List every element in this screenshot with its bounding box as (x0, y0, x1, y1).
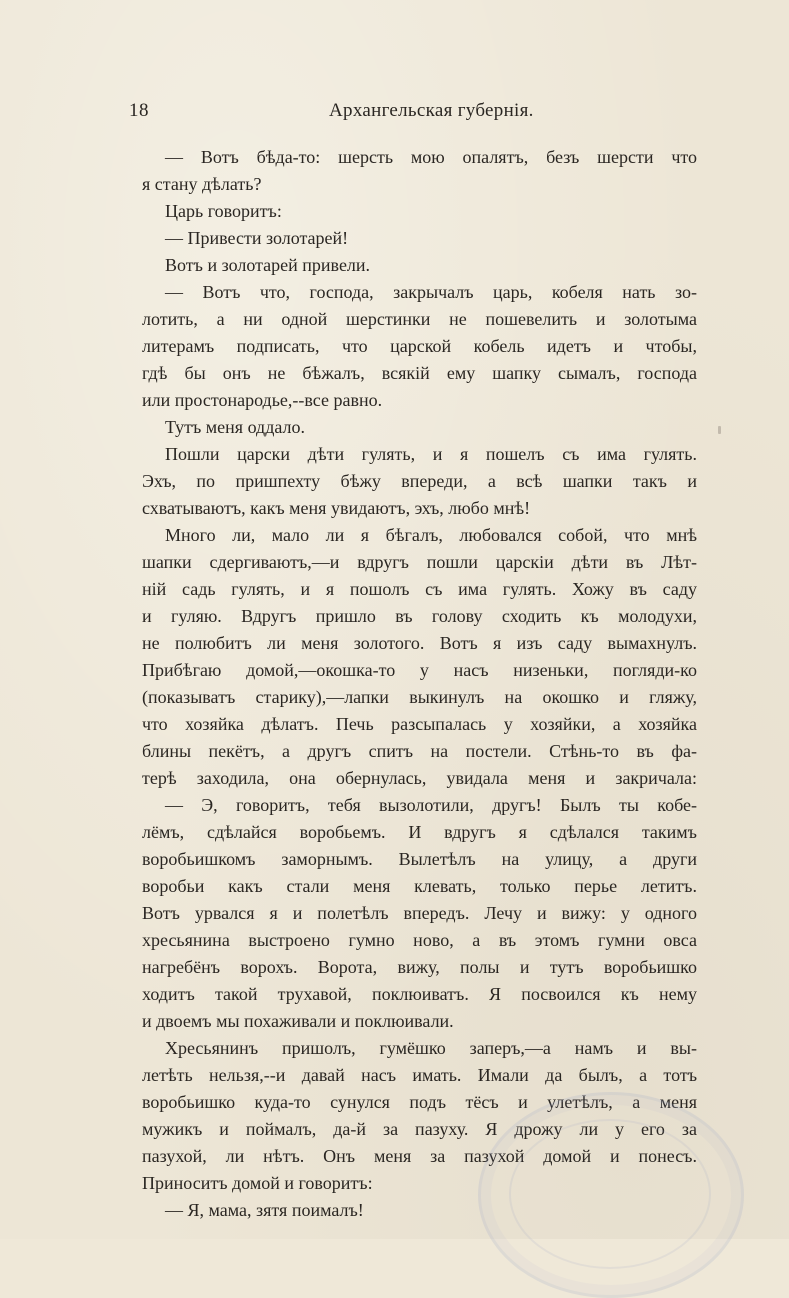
text-line: шапки сдергиваютъ,—и вдругъ пошли царскіи дѣти въ Лѣт- (142, 552, 697, 572)
text-line: терѣ заходила, она обернулась, увидала меня и закричала: (142, 768, 697, 788)
text-line: — Вотъ бѣда-то: шерсть мою опалятъ, безъ шерсти что (165, 147, 697, 167)
text-line: Вотъ и золотарей привели. (165, 255, 371, 275)
text-line: — Я, мама, зятя поималъ! (165, 1200, 364, 1220)
text-line: Вотъ урвался я и полетѣлъ впередъ. Лечу и вижу: у одного (142, 903, 697, 923)
text-line: воробьи какъ стали меня клевать, только перье летитъ. (142, 876, 697, 896)
text-line: воробьишко куда-то сунулся подъ тёсъ и улетѣлъ, а меня (142, 1092, 697, 1112)
text-line: ходитъ такой трухавой, поклюиватъ. Я посвоился къ нему (142, 984, 697, 1004)
library-stamp (478, 1092, 744, 1298)
text-line: литерамъ подписать, что царской кобель идетъ и чтобы, (142, 336, 697, 356)
text-line: воробьишкомъ заморнымъ. Вылетѣлъ на улицу, а други (142, 849, 697, 869)
page-number: 18 (129, 100, 149, 121)
text-line: ній садь гулять, и я пошолъ съ има гулять. Хожу въ саду (142, 579, 697, 599)
text-line: (показыватъ старику),—лапки выкинулъ на окошко и гляжу, (142, 687, 697, 707)
body-text (142, 144, 697, 1224)
text-line: я стану дѣлать? (142, 174, 262, 194)
text-line: гдѣ бы онъ не бѣжалъ, всякій ему шапку сымалъ, господа (142, 363, 697, 383)
text-line: и двоемъ мы похаживали и поклюивали. (142, 1011, 454, 1031)
text-line: схватываютъ, какъ меня увидаютъ, эхъ, любо мнѣ! (142, 498, 531, 518)
text-line: блины пекётъ, а другъ спитъ на постели. Стѣнь-то въ фа- (142, 741, 697, 761)
text-line: Тутъ меня оддало. (165, 417, 305, 437)
text-line: — Э, говоритъ, тебя вызолотили, другъ! Былъ ты кобе- (165, 795, 697, 815)
margin-mark (718, 426, 721, 434)
text-line: или простонародье,--все равно. (142, 390, 383, 410)
text-line: — Вотъ что, господа, закрычалъ царь, кобеля нать зо- (165, 282, 697, 302)
text-line: Пошли царски дѣти гулять, и я пошелъ съ има гулять. (165, 444, 697, 464)
text-line: Царь говоритъ: (165, 201, 282, 221)
text-line: Эхъ, по пришпехту бѣжу впереди, а всѣ шапки такъ и (142, 471, 697, 491)
text-line: Хресьянинъ пришолъ, гумёшко заперъ,—а намъ и вы- (165, 1038, 697, 1058)
text-line: хресьянина выстроено гумно ново, а въ этомъ гумни овса (142, 930, 697, 950)
text-line: что хозяйка дѣлатъ. Печь разсыпалась у хозяйки, а хозяйка (142, 714, 697, 734)
running-title: Архангельская губернія. (329, 100, 534, 121)
library-stamp-inner-ring (509, 1119, 711, 1269)
text-line: пазухой, ли нѣтъ. Онъ меня за пазухой домой и понесъ. (142, 1146, 697, 1166)
text-line: летѣть нельзя,--и давай насъ имать. Имали да былъ, а тотъ (142, 1065, 697, 1085)
text-line: лотить, а ни одной шерстинки не пошевелить и золотыма (142, 309, 697, 329)
text-line: мужикъ и поймалъ, да-й за пазуху. Я дрожу ли у его за (142, 1119, 697, 1139)
text-line: лёмъ, сдѣлайся воробьемъ. И вдругъ я сдѣлался такимъ (142, 822, 697, 842)
text-line: не полюбитъ ли меня золотого. Вотъ я изъ саду вымахнулъ. (142, 633, 697, 653)
text-line: и гуляю. Вдругъ пришло въ голову сходить къ молодухи, (142, 606, 697, 626)
text-line: — Привести золотарей! (165, 228, 349, 248)
text-line: нагребёнъ ворохъ. Ворота, вижу, полы и тутъ воробьишко (142, 957, 697, 977)
text-line: Прибѣгаю домой,—окошка-то у насъ низеньки, погляди-ко (142, 660, 697, 680)
text-line: Много ли, мало ли я бѣгалъ, любовался собой, что мнѣ (165, 525, 697, 545)
text-line: Приноситъ домой и говоритъ: (142, 1173, 373, 1193)
page-header (129, 100, 682, 130)
